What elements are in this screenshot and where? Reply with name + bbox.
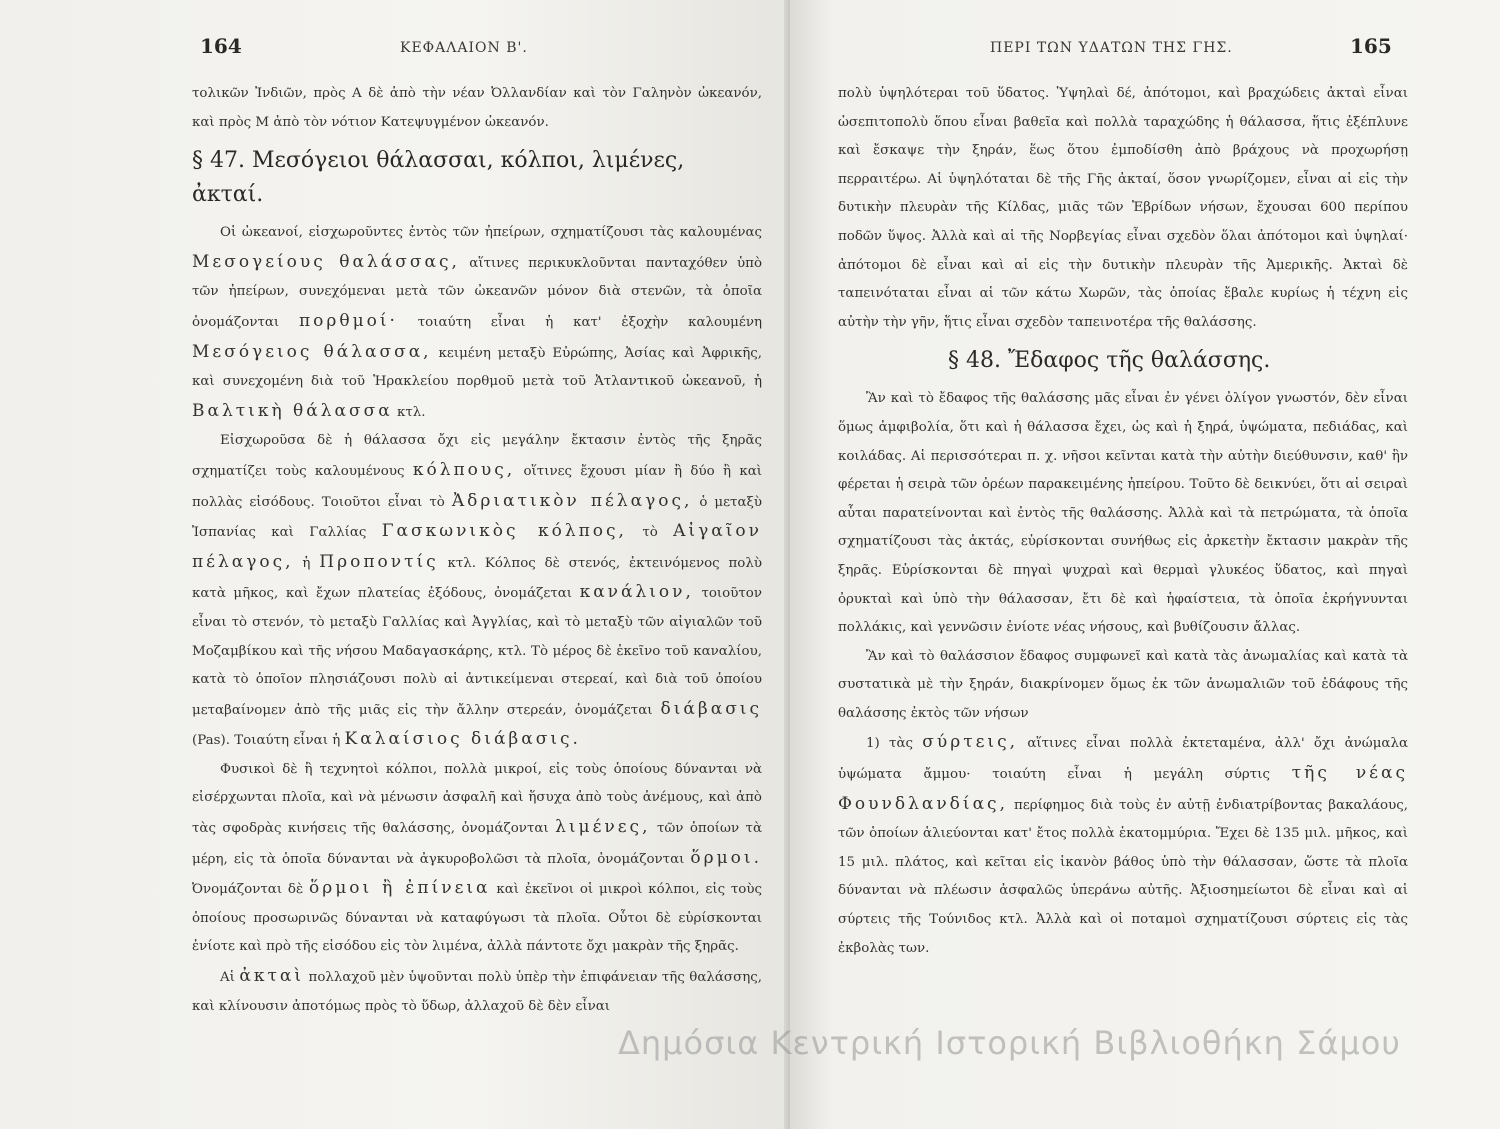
term: Αἰγαῖον πέλαγος,: [192, 521, 762, 572]
term: λιμένες,: [555, 817, 651, 838]
section-number: § 47.: [192, 148, 245, 174]
right-page-text: [838, 80, 1408, 963]
term: Βαλτικὴ θάλασσα: [192, 400, 393, 421]
page-number: 165: [1350, 34, 1392, 58]
intro-paragraph: τολικῶν Ἰνδιῶν, πρὸς Α δὲ ἀπὸ τὴν νέαν Ὀλλανδίαν καὶ τὸν Γαληνὸν ὠκεανόν, καὶ πρὸς Μ ἀπὸ τὸν νότιον Κατεψυγμένον ὠκεανόν.: [192, 86, 762, 130]
paragraph: Εἰσχωροῦσα δὲ ἡ θάλασσα ὄχι εἰς μεγάλην ἔκτασιν ἐντὸς τῆς ξηρᾶς σχηματίζει τοὺς καλουμένους κόλπους, οἵτινες ἔχουσι μίαν ἢ δύο ἢ καὶ πολλὰς εἰσόδους. Τοιοῦτοι εἶναι τὸ Ἀδριατικὸν πέλαγος, ὁ μεταξὺ Ἰσπανίας καὶ Γαλλίας Γασκωνικὸς κόλπος, τὸ Αἰγαῖον πέλαγος, ἡ Προποντίς κτλ. Κόλπος δὲ στενός, ἐκτεινόμενος πολὺ κατὰ μῆκος, καὶ ἔχων πλατείας ἐξόδους, ὀνομάζεται κανάλιον, τοιοῦτον εἶναι τὸ στενόν, τὸ μεταξὺ Γαλλίας καὶ Ἀγγλίας, καὶ τὸ μεταξὺ τῶν αἰγιαλῶν τοῦ Μοζαμβίκου καὶ τῆς νήσου Μαδαγασκάρης, κτλ. Τὸ μέρος δὲ ἐκεῖνο τοῦ καναλίου, κατὰ τὸ ὁποῖον πλησιάζουσι πολὺ αἱ ἀντικείμεναι στερεαί, καὶ διὰ τοῦ ὁποίου μεταβαίνομεν ἀπὸ τῆς μιᾶς εἰς τὴν ἄλλην στερεάν, ὀνομάζεται διάβασις (Pas). Τοιαύτη εἶναι ἡ Καλαίσιος διάβασις.: [192, 433, 763, 750]
term: διάβασις: [660, 698, 762, 719]
term: κανάλιον,: [579, 582, 694, 603]
paragraph: Φυσικοὶ δὲ ἢ τεχνητοὶ κόλποι, πολλὰ μικροί, εἰς τοὺς ὁποίους δύνανται νὰ εἰσέρχωνται πλοῖα, καὶ νὰ μένωσιν ἀσφαλῆ καὶ ἥσυχα ἀπὸ τοὺς ἀνέμους, καὶ ἀπὸ τὰς σφοδρὰς κινήσεις τῆς θαλάσσης, ὀνομάζονται λιμένες, τῶν ὁποίων τὰ μέρη, εἰς τὰ ὁποῖα δύνανται νὰ ἀγκυροβολῶσι τὰ πλοῖα, ὀνομάζονται ὅρμοι. Ὀνομάζονται δὲ ὅρμοι ἢ ἐπίνεια καὶ ἐκεῖνοι οἱ μικροὶ κόλποι, εἰς τοὺς ὁποίους προσωρινῶς δύνανται νὰ καταφύγωσι τὰ πλοῖα. Οὗτοι δὲ εὑρίσκονται ἐνίοτε καὶ πρὸ τῆς εἰσόδου εἰς τὸν λιμένα, ἀλλὰ πάντοτε ὄχι μακρὰν τῆς ξηρᾶς.: [192, 761, 763, 955]
term: Μεσογείους θαλάσσας,: [192, 251, 460, 272]
term: Προποντίς: [319, 551, 439, 572]
term: Καλαίσιος διάβασις.: [344, 729, 581, 750]
term: Ἀδριατικὸν πέλαγος,: [451, 490, 693, 511]
section-title: Ἔδαφος τῆς θαλάσσης.: [1007, 348, 1271, 374]
term: Γασκωνικὸς κόλπος,: [381, 521, 627, 542]
running-head: ΠΕΡΙ ΤΩΝ ΥΔΑΤΩΝ ΤΗΣ ΓΗΣ.: [990, 40, 1233, 56]
term: τῆς νέας Φουνδλανδίας,: [838, 763, 1408, 814]
term: ὅρμοι.: [690, 847, 762, 868]
running-head: ΚΕΦΑΛΑΙΟΝ Β'.: [400, 40, 528, 56]
left-page-text: [192, 80, 762, 1021]
term: κόλπους,: [412, 459, 516, 480]
right-page: [790, 0, 1500, 1129]
paragraph: πολὺ ὑψηλότεραι τοῦ ὕδατος. Ὑψηλαὶ δέ, ἀπότομοι, καὶ βραχώδεις ἀκταὶ εἶναι ὡσεπιτοπολὺ ὅπου εἶναι βαθεῖα καὶ πολλὰ ταραχώδης ἡ θάλασσα, ἥτις ἐξέπλυνε καὶ ἔσκαψε τὴν ξηράν, ἕως ὅτου ἐμποδίσθη ἀπὸ βράχους νὰ προχωρήσῃ περραιτέρω. Αἱ ὑψηλόταται δὲ τῆς Γῆς ἀκταί, ὅσον γνωρίζομεν, εἶναι αἱ εἰς τὴν δυτικὴν πλευρὰν τῆς Κίλδας, μιᾶς τῶν Ἑβρίδων νήσων, ἔχουσαι 600 περίπου ποδῶν ὕψος. Ἀλλὰ καὶ αἱ τῆς Νορβεγίας εἶναι σχεδὸν ὅλαι ἀπότομοι καὶ ὑψηλαί· ἀπότομοι δὲ εἶναι καὶ αἱ εἰς τὴν δυτικὴν πλευρὰν τῆς Ἀμερικῆς. Ἀκταὶ δὲ ταπεινόταται εἶναι αἱ τῶν κάτω Χωρῶν, τὰς ὁποίας ἔβαλε κυρίως ἡ τέχνη εἰς αὐτὴν τὴν γῆν, ἥτις εἶναι σχεδὸν ταπεινοτέρα τῆς θαλάσσης.: [838, 86, 1408, 330]
term: Μεσόγειος θάλασσα,: [192, 341, 432, 362]
paragraph: Ἂν καὶ τὸ θαλάσσιον ἔδαφος συμφωνεῖ καὶ κατὰ τὰς ἀνωμαλίας καὶ κατὰ τὰ συστατικὰ μὲ τὴν ξηράν, διακρίνομεν ὅμως ἐκ τῶν ἀνωμαλιῶν τοῦ ἐδάφους τῆς θαλάσσης ἐκτὸς τῶν νήσων: [838, 648, 1408, 721]
section-heading: [948, 344, 1408, 378]
section-number: § 48.: [948, 348, 1001, 374]
term: ὅρμοι ἢ ἐπίνεια: [308, 878, 491, 899]
section-heading: [192, 144, 762, 212]
term: πορθμοί·: [298, 310, 398, 331]
paragraph: Αἱ ἀκταὶ πολλαχοῦ μὲν ὑψοῦνται πολὺ ὑπὲρ τὴν ἐπιφάνειαν τῆς θαλάσσης, καὶ κλίνουσιν ἀποτόμως πρὸς τὸ ὕδωρ, ἀλλαχοῦ δὲ δὲν εἶναι: [192, 966, 762, 1014]
term: ἀκταὶ: [239, 966, 305, 987]
paragraph: 1) τὰς σύρτεις, αἵτινες εἶναι πολλὰ ἐκτεταμένα, ἀλλ' ὄχι ἀνώμαλα ὑψώματα ἄμμου· τοιαύτη εἶναι ἡ μεγάλη σύρτις τῆς νέας Φουνδλανδίας, περίφημος διὰ τοὺς ἐν αὐτῇ ἐνδιατρίβοντας βακαλάους, τῶν ὁποίων ἁλιεύονται κατ' ἔτος πολλὰ ἑκατομμύρια. Ἔχει δὲ 135 μιλ. μῆκος, καὶ 15 μιλ. πλάτος, καὶ κεῖται εἰς ἱκανὸν βάθος ὑπὸ τὴν θάλασσαν, ὥστε τὰ πλοῖα δύνανται νὰ πλέωσιν ἀσφαλῶς ὑπεράνω αὐτῆς. Ἀξιοσημείωτοι δὲ εἶναι καὶ αἱ σύρτεις τῆς Τούνιδος κτλ. Ἀλλὰ καὶ οἱ ποταμοὶ σχηματίζουσι σύρτεις εἰς τὰς ἐκβολὰς των.: [838, 732, 1409, 956]
paragraph: Οἱ ὠκεανοί, εἰσχωροῦντες ἐντὸς τῶν ἠπείρων, σχηματίζουσι τὰς καλουμένας Μεσογείους θαλάσσας, αἵτινες περικυκλοῦνται πανταχόθεν ὑπὸ τῶν ἠπείρων, συνεχόμεναι μετὰ τῶν ὠκεανῶν μόνον διὰ στενῶν, τὰ ὁποῖα ὀνομάζονται πορθμοί· τοιαύτη εἶναι ἡ κατ' ἐξοχὴν καλουμένη Μεσόγειος θάλασσα, κειμένη μεταξὺ Εὐρώπης, Ἀσίας καὶ Ἀφρικῆς, καὶ συνεχομένη διὰ τοῦ Ἡρακλείου πορθμοῦ μετὰ τοῦ Ἀτλαντικοῦ ὠκεανοῦ, ἡ Βαλτικὴ θάλασσα κτλ.: [192, 225, 763, 421]
section-title: Μεσόγειοι θάλασσαι, κόλποι, λιμένες, ἀκταί.: [192, 148, 685, 208]
paragraph: Ἂν καὶ τὸ ἔδαφος τῆς θαλάσσης μᾶς εἶναι ἐν γένει ὀλίγον γνωστόν, δὲν εἶναι ὅμως ἀμφιβολία, ὅτι καὶ ἡ θάλασσα ἔχει, ὡς καὶ ἡ ξηρά, ὑψώματα, πεδιάδας, καὶ κοιλάδας. Αἱ περισσότεραι π. χ. νῆσοι κεῖνται κατὰ τὴν αὐτὴν διεύθυνσιν, καθ' ἣν φέρεται ἡ σειρὰ τῶν ὀρέων παρακειμένης ἠπείρου. Τοῦτο δὲ δεικνύει, ὅτι αἱ σειραὶ αὗται παρατείνονται καὶ ἐντὸς τῆς θαλάσσης. Ἀλλὰ καὶ τὰ πετρώματα, τὰ ὁποῖα σχηματίζουσι τὰς ἀκτάς, εὑρίσκονται συνήθως εἰς ἀρκετὴν ἔκτασιν μακρὰν τῆς ξηρᾶς. Εὑρίσκονται δὲ πηγαὶ ψυχραὶ καὶ θερμαὶ γλυκέος ὕδατος, καὶ πηγαὶ ὀρυκταὶ καὶ ὑπὸ τὴν θάλασσαν, ἔτι δὲ καὶ ἡφαίστεια, τὰ ὁποῖα ἐκρήγνυνται πολλάκις, καὶ γεννῶσιν ἐνίοτε νέας νήσους, καὶ βυθίζουσιν ἄλλας.: [838, 391, 1408, 636]
page-number: 164: [200, 34, 242, 58]
term: σύρτεις,: [922, 732, 1019, 753]
library-watermark: Δημόσια Κεντρική Ιστορική Βιβλιοθήκη Σάμου: [618, 1024, 1401, 1062]
